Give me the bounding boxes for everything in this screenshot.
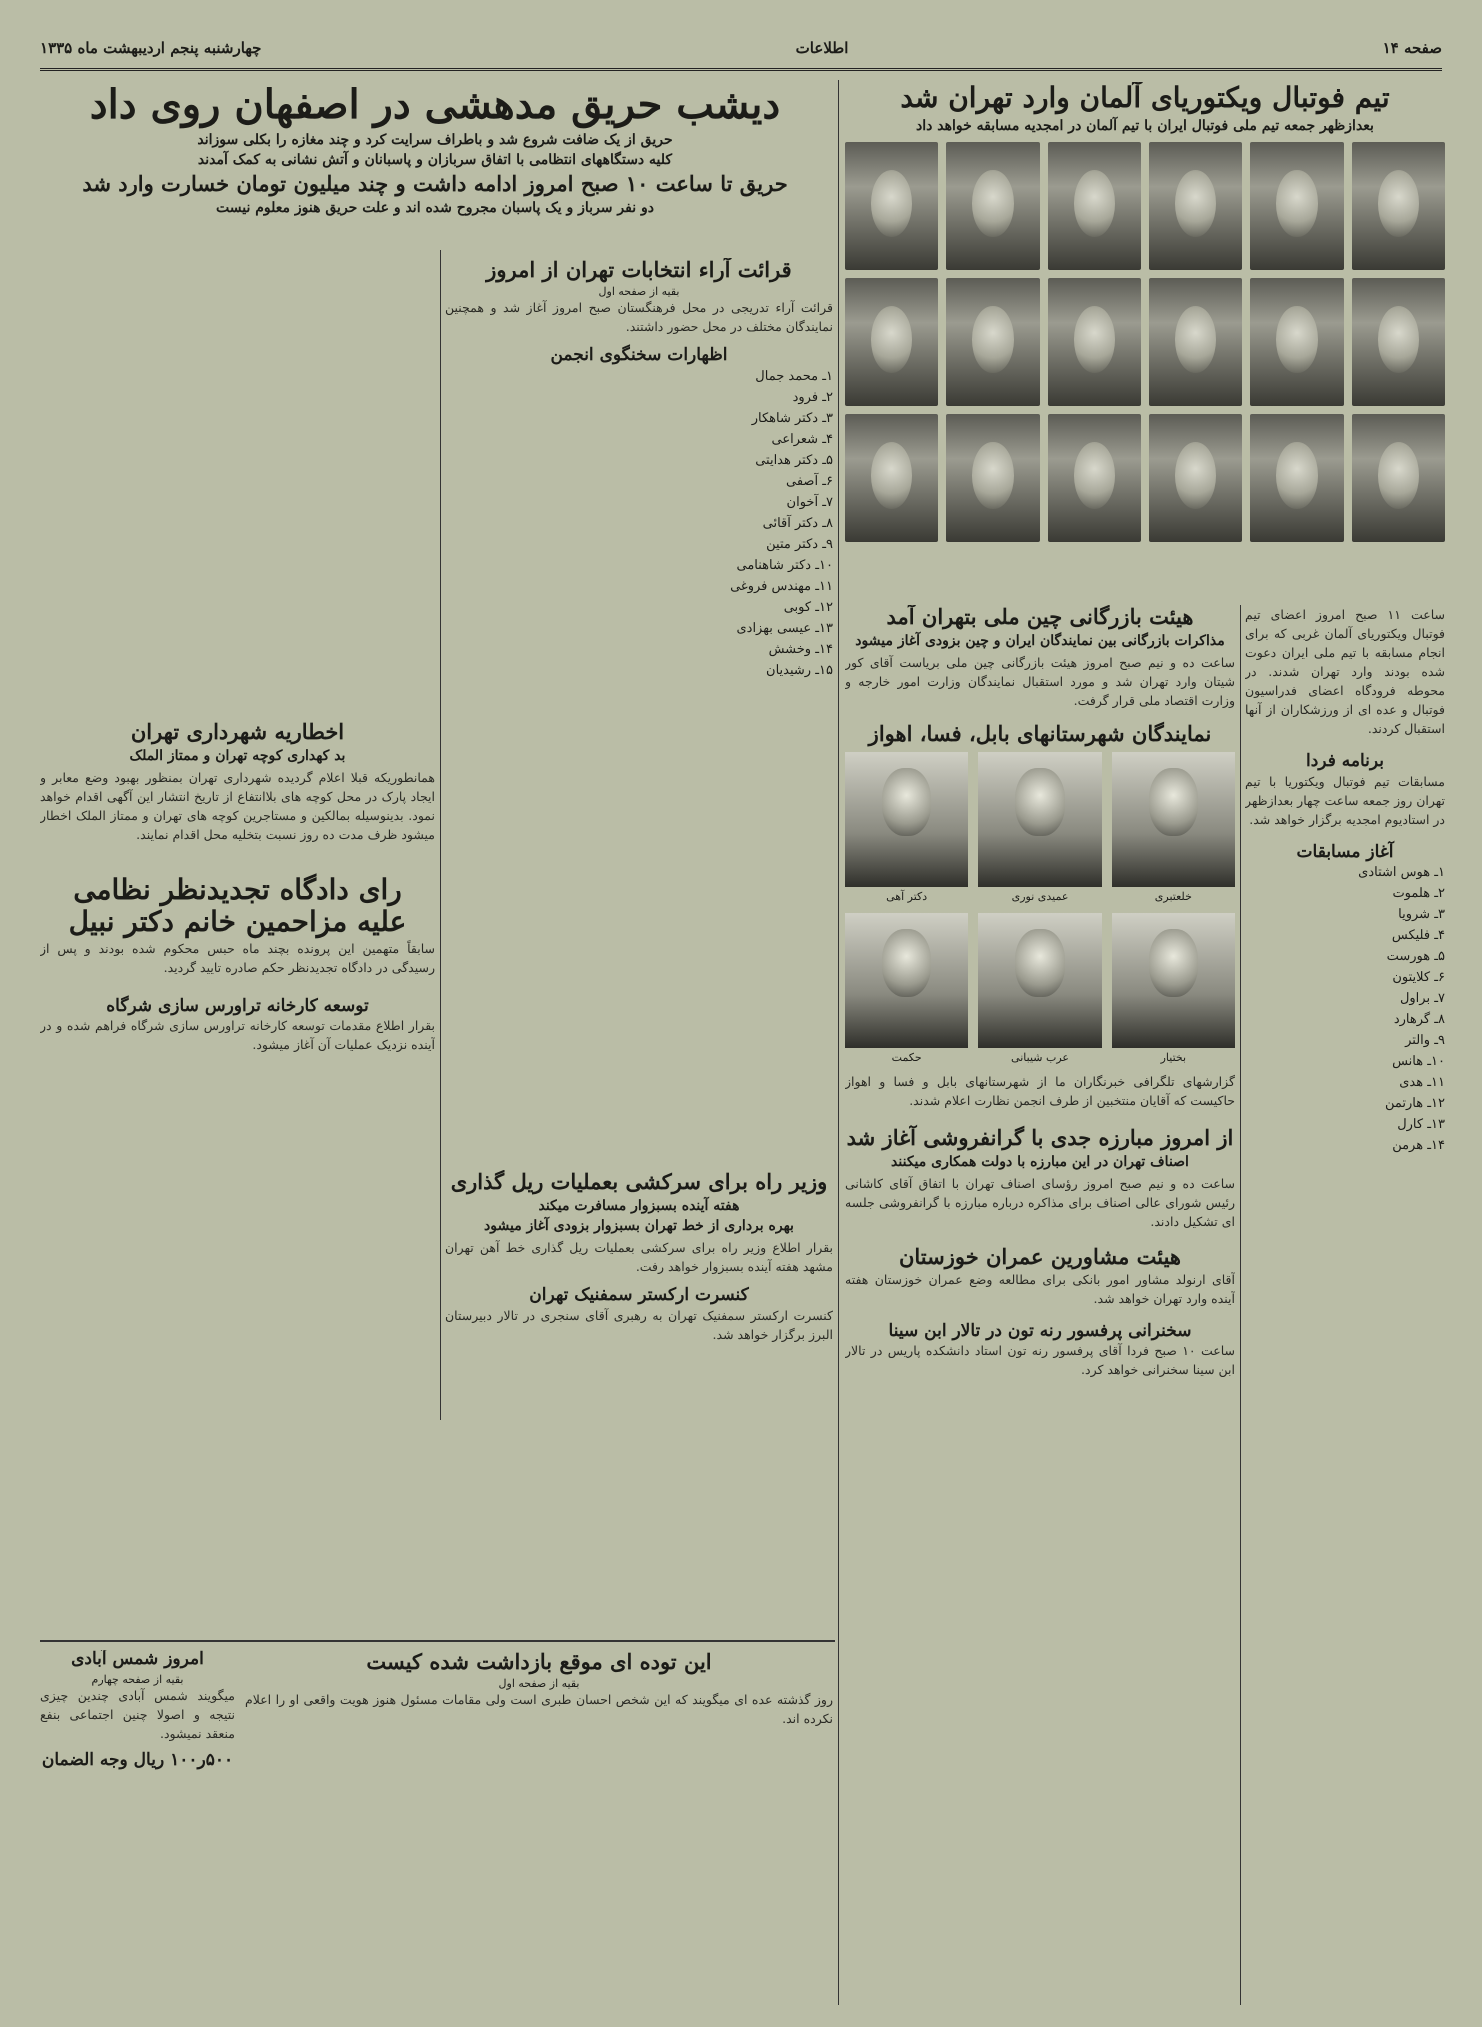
team-photos bbox=[845, 142, 1445, 542]
player-photo bbox=[946, 414, 1039, 542]
list-item: ۹ـ دکتر متین bbox=[766, 536, 833, 552]
list-item: ۱ـ محمد جمال bbox=[755, 368, 833, 384]
list-item: ۷ـ براول bbox=[1399, 991, 1445, 1007]
column-rule bbox=[440, 250, 441, 1420]
schedule-title: آغاز مسابقات bbox=[1296, 841, 1394, 862]
trade-headline: هیئت بازرگانی چین ملی بتهران آمد bbox=[886, 605, 1194, 629]
list-item: ۹ـ والتر bbox=[1405, 1033, 1445, 1049]
minister-subheadline: هفته آینده بسبزوار مسافرت میکند bbox=[538, 1198, 740, 1215]
list-item: ۶ـ آصفی bbox=[786, 473, 833, 489]
football-subheadline: بعدازظهر جمعه تیم ملی فوتبال ایران با تیم آلمان در امجدیه مسابقه خواهد داد bbox=[916, 118, 1374, 135]
minister-subheadline-2: بهره برداری از خط تهران بسبزوار بزودی آغاز میشود bbox=[484, 1218, 794, 1235]
portrait-photo bbox=[1112, 913, 1235, 1048]
player-photo bbox=[845, 278, 938, 406]
middle-right-column bbox=[845, 605, 1235, 2005]
player-photo bbox=[1352, 278, 1445, 406]
column-rule bbox=[838, 80, 839, 2005]
elections-results-title: اظهارات سخنگوی انجمن bbox=[550, 345, 728, 366]
player-photo bbox=[1149, 414, 1242, 542]
court-headline: رای دادگاه تجدیدنظر نظامی bbox=[73, 873, 402, 907]
player-photo bbox=[1048, 414, 1141, 542]
portrait-photo bbox=[1112, 752, 1235, 887]
list-item: ۲ـ هلموت bbox=[1392, 886, 1445, 902]
portrait-caption: عرب شیبانی bbox=[1011, 1051, 1069, 1065]
reps-body: گزارشهای تلگرافی خبرنگاران ما از شهرستانهای بابل و فسا و اهواز حاکیست که آقایان منتخبین از طرف انجمن نظارت اعلام شدند. bbox=[845, 1074, 1235, 1109]
football-article bbox=[845, 82, 1445, 602]
list-item: ۸ـ دکتر آقائی bbox=[762, 515, 833, 531]
player-photo bbox=[1149, 278, 1242, 406]
portrait-card bbox=[845, 752, 968, 903]
concert-headline: کنسرت ارکستر سمفنیک تهران bbox=[529, 1285, 749, 1306]
football-headline: تیم فوتبال ویکتوریای آلمان وارد تهران شد bbox=[900, 82, 1390, 114]
municipality-subheadline: بد کهداری کوچه تهران و ممتاز الملک bbox=[129, 748, 346, 765]
elections-note: بقیه از صفحه اول bbox=[598, 285, 680, 299]
page-number: صفحه ۱۴ bbox=[1382, 39, 1442, 57]
player-photo bbox=[946, 278, 1039, 406]
portrait-card bbox=[1112, 913, 1235, 1064]
list-item: ۱۲ـ کوبی bbox=[783, 599, 833, 615]
fight-body: ساعت ده و نیم صبح امروز رؤسای اصناف تهران با اتفاق آقای کاشانی رئیس شورای عالی اصناف برای مذاکره درباره مبارزه با گرانفروشی جلسه ای تشکیل دادند. bbox=[845, 1176, 1235, 1230]
program-body: مسابقات تیم فوتبال ویکتوریا با تیم تهران روز جمعه ساعت چهار بعدازظهر در استادیوم امجدیه برگزار خواهد شد. bbox=[1245, 773, 1445, 827]
portrait-card bbox=[1112, 752, 1235, 903]
player-photo bbox=[1149, 142, 1242, 270]
list-item: ۱۴ـ وخشش bbox=[768, 641, 833, 657]
bottom-left-note: بقیه از صفحه چهارم bbox=[91, 1672, 184, 1686]
football-body-column bbox=[1245, 605, 1445, 2005]
factory-body: بقرار اطلاع مقدمات توسعه کارخانه تراورس سازی شرگاه فراهم شده و در آینده نزدیک عملیات آن آغاز میشود. bbox=[40, 1018, 435, 1053]
fire-subheadline-1: حریق از یک ضافت شروع شد و باطراف سرایت کرد و چند مغازه را بکلی سوزاند bbox=[197, 132, 673, 148]
municipality-headline: اخطاریه شهرداری تهران bbox=[130, 720, 345, 744]
player-photo bbox=[845, 414, 938, 542]
portrait-photo bbox=[845, 913, 968, 1048]
list-item: ۱۳ـ عیسی بهزادی bbox=[736, 620, 833, 636]
list-item: ۴ـ فلیکس bbox=[1391, 928, 1445, 944]
fire-headline: دیشب حریق مدهشی در اصفهان روی داد bbox=[89, 82, 781, 128]
portrait-card bbox=[845, 913, 968, 1064]
player-photo bbox=[1250, 278, 1343, 406]
concert-body: کنسرت ارکستر سمفنیک تهران به رهبری آقای سنجری در تالار دبیرستان البرز برگزار خواهد شد. bbox=[445, 1307, 833, 1342]
section-rule bbox=[40, 1640, 835, 1642]
tudeh-headline: این توده ای موقع بازداشت شده کیست bbox=[366, 1650, 712, 1674]
paper-name: اطلاعات bbox=[795, 39, 849, 57]
football-body: ساعت ۱۱ صبح امروز اعضای تیم فوتبال ویکتوریای آلمان غربی که برای انجام مسابقه با تیم ملی ایران دعوت شده بودند وارد تهران شدند. در محوطه فرودگاه اعضای فدراسیون فوتبال و عده ای از ورزشکاران از آنها استقبال کردند. bbox=[1245, 607, 1445, 736]
court-subheadline: علیه مزاحمین خانم دکتر نبیل bbox=[68, 905, 407, 939]
issue-date: چهارشنبه پنجم اردیبهشت ماه ۱۳۳۵ bbox=[40, 39, 262, 57]
player-photo bbox=[1250, 414, 1343, 542]
portrait-caption: عمیدی نوری bbox=[1011, 890, 1069, 904]
list-item: ۱۲ـ هارتمن bbox=[1384, 1096, 1445, 1112]
reps-portraits bbox=[845, 752, 1235, 1064]
reps-headline: نمایندگان شهرستانهای بابل، فسا، اهواز bbox=[868, 721, 1212, 747]
player-photo bbox=[1352, 414, 1445, 542]
trade-subheadline: مذاکرات بازرگانی بین نمایندگان ایران و چین بزودی آغاز میشود bbox=[855, 633, 1225, 650]
list-item: ۸ـ گرهارد bbox=[1393, 1012, 1445, 1028]
list-item: ۲ـ فرود bbox=[792, 389, 833, 405]
bottom-left-subheadline: ۵۰۰ر۱۰۰ ریال وجه الضمان bbox=[41, 1749, 234, 1770]
schedule-list bbox=[1245, 862, 1445, 1156]
elections-list bbox=[445, 366, 833, 681]
lecture-body: ساعت ۱۰ صبح فردا آقای پرفسور رنه تون استاد دانشکده پاریس در تالار ابن سینا سخنرانی خواهد کرد. bbox=[845, 1343, 1235, 1378]
list-item: ۱۵ـ رشیدیان bbox=[766, 662, 833, 678]
portrait-photo bbox=[978, 752, 1101, 887]
list-item: ۷ـ آخوان bbox=[786, 494, 833, 510]
minister-body: بقرار اطلاع وزیر راه برای سرکشی بعملیات ریل گذاری خط آهن تهران مشهد هفته آینده بسبزوار خواهد رفت. bbox=[445, 1240, 833, 1275]
player-photo bbox=[946, 142, 1039, 270]
fight-subheadline: اصناف تهران در این مبارزه با دولت همکاری میکنند bbox=[891, 1154, 1189, 1171]
list-item: ۱۱ـ هدی bbox=[1399, 1075, 1445, 1091]
player-photo bbox=[1250, 142, 1343, 270]
program-title: برنامه فردا bbox=[1306, 751, 1384, 771]
masthead bbox=[40, 28, 1442, 71]
list-item: ۱۰ـ دکتر شاهنامی bbox=[736, 557, 833, 573]
portrait-card bbox=[978, 752, 1101, 903]
bottom-left-body: میگویند شمس آبادی چندین چیزی نتیجه و اصولا چنین اجتماعی بنفع منعقد نمیشود. bbox=[40, 1687, 235, 1741]
list-item: ۱۴ـ هرمن bbox=[1392, 1138, 1445, 1154]
fight-headline: از امروز مبارزه جدی با گرانفروشی آغاز شد bbox=[846, 1125, 1234, 1151]
factory-headline: توسعه کارخانه تراورس سازی شرگاه bbox=[106, 995, 369, 1016]
portrait-card bbox=[978, 913, 1101, 1064]
elections-headline: قرائت آراء انتخابات تهران از امروز bbox=[486, 258, 792, 282]
portrait-photo bbox=[978, 913, 1101, 1048]
fire-subheadline-4: دو نفر سرباز و یک پاسبان مجروح شده اند و علت حریق هنوز معلوم نیست bbox=[216, 200, 654, 217]
list-item: ۱ـ هوس اشتادی bbox=[1358, 865, 1445, 881]
bottom-left-headline: امروز شمس آبادی bbox=[71, 1650, 204, 1669]
list-item: ۵ـ هورست bbox=[1386, 949, 1445, 965]
portrait-caption: حکمت bbox=[891, 1051, 922, 1065]
elections-body: قرائت آراء تدریجی در محل فرهنگستان صبح امروز آغاز شد و همچنین نمایندگان مختلف در محل حضور داشتند. bbox=[445, 300, 833, 335]
elections-article bbox=[445, 258, 833, 1158]
player-photo bbox=[1048, 278, 1141, 406]
court-body: سابقاً متهمین این پرونده بچند ماه حبس محکوم شده بودند و پس از رسیدگی در دادگاه تجدیدنظر حکم صادره تایید گردید. bbox=[40, 940, 435, 975]
player-photo bbox=[1352, 142, 1445, 270]
portrait-caption: بختیار bbox=[1160, 1051, 1187, 1065]
portrait-photo bbox=[845, 752, 968, 887]
player-photo bbox=[1048, 142, 1141, 270]
list-item: ۶ـ کلایتون bbox=[1392, 970, 1445, 986]
column-rule bbox=[1240, 605, 1241, 2005]
khuzestan-body: آقای ارنولد مشاور امور بانکی برای مطالعه وضع عمران خوزستان هفته آینده وارد تهران خواهد شد. bbox=[845, 1271, 1235, 1306]
fire-article-header bbox=[40, 82, 830, 252]
khuzestan-headline: هیئت مشاورین عمران خوزستان bbox=[898, 1244, 1182, 1270]
bottom-left-article bbox=[40, 1650, 235, 1990]
list-item: ۳ـ شرویا bbox=[1398, 907, 1445, 923]
player-photo bbox=[845, 142, 938, 270]
portrait-caption: خلعتبری bbox=[1154, 890, 1192, 904]
fire-subheadline-3: حریق تا ساعت ۱۰ صبح امروز ادامه داشت و چند میلیون تومان خسارت وارد شد bbox=[82, 171, 788, 196]
list-item: ۴ـ شعراعی bbox=[771, 431, 833, 447]
left-column bbox=[40, 720, 435, 1420]
fire-subheadline-2: کلیه دستگاههای انتظامی با اتفاق سربازان و پاسبانان و آتش نشانی به کمک آمدند bbox=[197, 152, 673, 168]
tudeh-note: بقیه از صفحه اول bbox=[498, 1677, 580, 1691]
list-item: ۵ـ دکتر هدایتی bbox=[755, 452, 833, 468]
minister-headline: وزیر راه برای سرکشی بعملیات ریل گذاری bbox=[450, 1170, 828, 1194]
trade-body: ساعت ده و نیم صبح امروز هیئت بازرگانی چین ملی بریاست آقای کور شیتان وارد تهران شد و مورد استقبال نمایندگان وزارت امور خارجه و وزارت اقتصاد ملی قرار گرفت. bbox=[845, 655, 1235, 709]
tudeh-article bbox=[245, 1650, 833, 1990]
list-item: ۱۱ـ مهندس فروغی bbox=[730, 578, 833, 594]
tudeh-body: روز گذشته عده ای میگویند که این شخص احسان طبری است ولی مقامات مسئول هنوز هویت واقعی او را اعلام نکرده اند. bbox=[245, 1692, 833, 1727]
municipality-body: همانطوریکه قبلا اعلام گردیده شهرداری تهران بمنظور بهبود وضع معابر و ایجاد پارک در محل کوچه های بلاانتفاع از تاریخ انتشار این آگهی اقدام خواهد نمود. بدینوسیله بمالکین و مستاجرین کوچه های تهران و ممتاز الملک اخطار میشود ظرف مدت ده روز نسبت بتخلیه محل اقدام نمایند. bbox=[40, 770, 435, 843]
lecture-headline: سخنرانی پرفسور رنه تون در تالار ابن سینا bbox=[888, 1320, 1192, 1341]
list-item: ۱۳ـ کارل bbox=[1397, 1117, 1445, 1133]
minister-article bbox=[445, 1170, 833, 1630]
portrait-caption: دکتر آهی bbox=[886, 890, 928, 904]
list-item: ۳ـ دکتر شاهکار bbox=[751, 410, 833, 426]
list-item: ۱۰ـ هانس bbox=[1392, 1054, 1445, 1070]
